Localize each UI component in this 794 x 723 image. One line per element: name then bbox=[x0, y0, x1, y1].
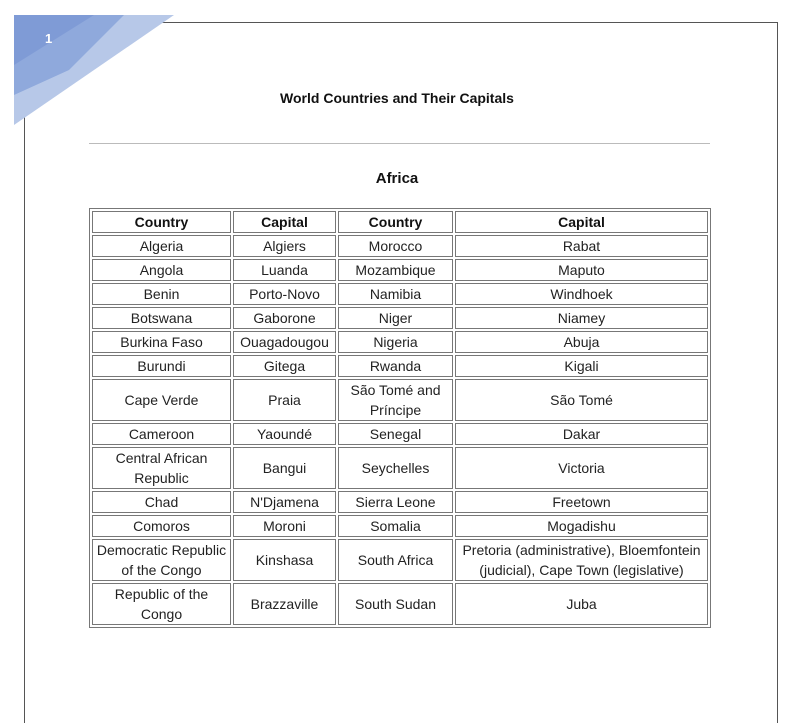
country-cell: Burkina Faso bbox=[92, 331, 231, 353]
country-cell: Cameroon bbox=[92, 423, 231, 445]
country-cell: Somalia bbox=[338, 515, 453, 537]
capital-cell: São Tomé bbox=[455, 379, 708, 421]
country-cell: Burundi bbox=[92, 355, 231, 377]
country-cell: Botswana bbox=[92, 307, 231, 329]
capital-cell: Algiers bbox=[233, 235, 336, 257]
table-row bbox=[92, 259, 708, 281]
document-title: World Countries and Their Capitals bbox=[280, 90, 514, 106]
capital-cell: Kinshasa bbox=[233, 539, 336, 581]
capital-cell: Rabat bbox=[455, 235, 708, 257]
capital-cell: Maputo bbox=[455, 259, 708, 281]
country-cell: Chad bbox=[92, 491, 231, 513]
country-cell: South Sudan bbox=[338, 583, 453, 625]
country-cell: Senegal bbox=[338, 423, 453, 445]
capital-cell: Gitega bbox=[233, 355, 336, 377]
table-row bbox=[92, 583, 708, 625]
table-row bbox=[92, 235, 708, 257]
header-capital: Capital bbox=[455, 211, 708, 233]
country-cell: Republic of the Congo bbox=[92, 583, 231, 625]
capital-cell: Gaborone bbox=[233, 307, 336, 329]
table-row bbox=[92, 423, 708, 445]
header-country: Country bbox=[92, 211, 231, 233]
country-cell: Benin bbox=[92, 283, 231, 305]
capital-cell: Yaoundé bbox=[233, 423, 336, 445]
capital-cell: Praia bbox=[233, 379, 336, 421]
capital-cell: Brazzaville bbox=[233, 583, 336, 625]
table-row bbox=[92, 491, 708, 513]
country-cell: Sierra Leone bbox=[338, 491, 453, 513]
country-cell: Comoros bbox=[92, 515, 231, 537]
table-row bbox=[92, 515, 708, 537]
country-cell: Rwanda bbox=[338, 355, 453, 377]
country-cell: Morocco bbox=[338, 235, 453, 257]
table-row bbox=[92, 447, 708, 489]
country-cell: Central African Republic bbox=[92, 447, 231, 489]
country-cell: Democratic Republic of the Congo bbox=[92, 539, 231, 581]
table-row bbox=[92, 539, 708, 581]
capital-cell: Pretoria (administrative), Bloemfontein (judicial), Cape Town (legislative) bbox=[455, 539, 708, 581]
country-cell: Namibia bbox=[338, 283, 453, 305]
capital-cell: Luanda bbox=[233, 259, 336, 281]
capital-cell: Moroni bbox=[233, 515, 336, 537]
country-cell: Nigeria bbox=[338, 331, 453, 353]
country-cell: Mozambique bbox=[338, 259, 453, 281]
capital-cell: Abuja bbox=[455, 331, 708, 353]
table-row bbox=[92, 307, 708, 329]
capital-cell: Bangui bbox=[233, 447, 336, 489]
section-heading: Africa bbox=[375, 170, 419, 187]
capital-cell: Freetown bbox=[455, 491, 708, 513]
header-capital: Capital bbox=[233, 211, 336, 233]
page-number: 1 bbox=[45, 31, 53, 46]
capital-cell: Victoria bbox=[455, 447, 708, 489]
country-cell: Seychelles bbox=[338, 447, 453, 489]
countries-table bbox=[89, 208, 711, 628]
table-row bbox=[92, 331, 708, 353]
table-row bbox=[92, 283, 708, 305]
table-row bbox=[92, 355, 708, 377]
capital-cell: Niamey bbox=[455, 307, 708, 329]
table-header-row bbox=[92, 211, 708, 233]
capital-cell: N'Djamena bbox=[233, 491, 336, 513]
country-cell: Cape Verde bbox=[92, 379, 231, 421]
capital-cell: Dakar bbox=[455, 423, 708, 445]
capital-cell: Porto-Novo bbox=[233, 283, 336, 305]
country-cell: South Africa bbox=[338, 539, 453, 581]
capital-cell: Juba bbox=[455, 583, 708, 625]
country-cell: Niger bbox=[338, 307, 453, 329]
country-cell: São Tomé and Príncipe bbox=[338, 379, 453, 421]
capital-cell: Kigali bbox=[455, 355, 708, 377]
country-cell: Angola bbox=[92, 259, 231, 281]
capital-cell: Windhoek bbox=[455, 283, 708, 305]
page-corner-decoration bbox=[14, 15, 174, 125]
horizontal-rule bbox=[89, 143, 710, 144]
header-country: Country bbox=[338, 211, 453, 233]
capital-cell: Mogadishu bbox=[455, 515, 708, 537]
capital-cell: Ouagadougou bbox=[233, 331, 336, 353]
country-cell: Algeria bbox=[92, 235, 231, 257]
table-row bbox=[92, 379, 708, 421]
